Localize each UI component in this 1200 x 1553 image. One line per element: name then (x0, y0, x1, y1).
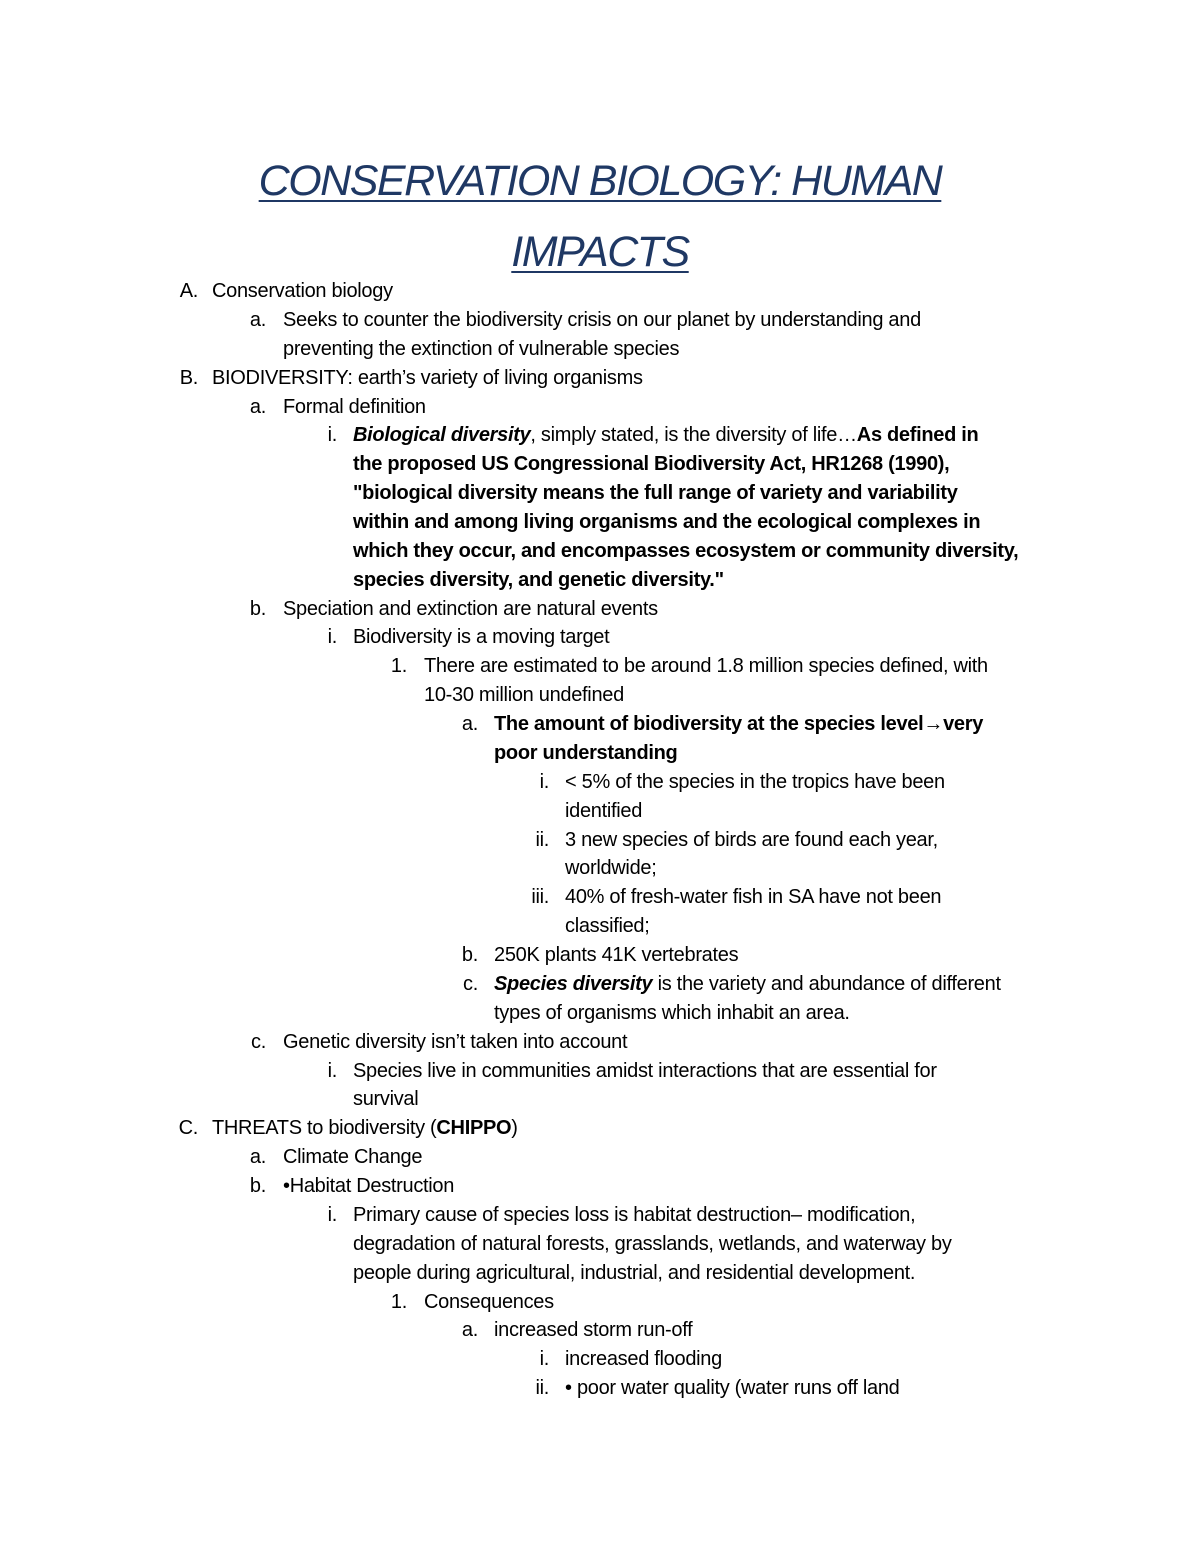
text-run: ) (511, 1117, 518, 1140)
list-marker: c. (463, 972, 478, 995)
line-text (494, 941, 738, 970)
line-text (353, 1230, 952, 1259)
text-run: BIODIVERSITY: earth’s variety of living organisms (212, 366, 643, 389)
line-text (212, 1114, 518, 1143)
line-text (494, 970, 1001, 999)
outline-line (0, 883, 1200, 912)
line-text (283, 393, 426, 422)
outline-line (0, 450, 1200, 479)
line-text (353, 421, 978, 450)
line-text (283, 335, 679, 364)
outline-line (0, 1172, 1200, 1201)
text-run: 250K plants 41K vertebrates (494, 944, 739, 966)
line-text (353, 450, 949, 479)
text-run: people during agricultural, industrial, and residential development. (353, 1261, 916, 1284)
text-run: < 5% of the species in the tropics have been (565, 770, 945, 793)
page-title-line-2: IMPACTS (511, 228, 689, 276)
text-run: • poor water quality (water runs off land (565, 1377, 900, 1400)
emphasis-text: As defined in (856, 424, 979, 447)
emphasis-text: Biological diversity (353, 424, 531, 447)
line-text (565, 912, 650, 941)
outline-line (0, 537, 1200, 566)
emphasis-text: → (923, 713, 944, 735)
list-marker: a. (249, 1146, 266, 1169)
text-run: survival (353, 1088, 419, 1111)
list-marker: i. (327, 626, 337, 649)
text-run: 10-30 million undefined (424, 684, 624, 707)
list-marker: i. (539, 770, 549, 793)
list-marker: i. (327, 1203, 337, 1226)
line-text (283, 1028, 627, 1057)
emphasis-text: very (943, 713, 984, 735)
emphasis-text: "biological diversity means the full range of variety and variability (353, 482, 958, 505)
outline-line (0, 595, 1200, 624)
line-text (565, 797, 642, 826)
outline-line (0, 1143, 1200, 1172)
emphasis-text: which they occur, and encompasses ecosystem or community diversity, (353, 539, 1019, 562)
line-text (353, 1201, 915, 1230)
outline-line (0, 826, 1200, 855)
list-marker: a. (461, 713, 478, 735)
line-text (494, 739, 677, 768)
line-text (353, 1057, 937, 1086)
line-text (353, 508, 980, 537)
emphasis-text: species diversity, and genetic diversity." (353, 568, 724, 591)
line-text (494, 710, 983, 739)
list-marker: iii. (531, 886, 549, 909)
outline-line (0, 912, 1200, 941)
text-run: types of organisms which inhabit an area. (494, 1001, 850, 1024)
text-run: 40% of fresh-water fish in SA have not been (565, 886, 942, 909)
line-text (424, 1288, 554, 1317)
outline-line (0, 1259, 1200, 1288)
list-marker: 1. (390, 655, 407, 678)
list-marker: C. (178, 1117, 198, 1140)
text-run: increased flooding (565, 1348, 722, 1371)
list-marker: ii. (535, 1377, 549, 1400)
text-run: increased storm run-off (494, 1319, 693, 1342)
outline-line (0, 1230, 1200, 1259)
list-marker: a. (461, 1319, 478, 1342)
list-marker: a. (249, 308, 266, 331)
text-run: Formal definition (283, 395, 426, 418)
emphasis-text: within and among living organisms and the ecological complexes in (353, 511, 981, 533)
line-text (424, 652, 988, 681)
line-text (353, 623, 609, 652)
text-run: Seeks to counter the biodiversity crisis on our planet by understanding and (283, 308, 921, 331)
line-text (283, 595, 658, 624)
outline-line (0, 421, 1200, 450)
emphasis-text: CHIPPO (436, 1117, 512, 1140)
outline-line (0, 364, 1200, 393)
list-marker: b. (249, 1175, 266, 1197)
list-marker: b. (249, 597, 266, 620)
text-run: •Habitat Destruction (283, 1175, 455, 1197)
outline-line (0, 739, 1200, 768)
list-marker: i. (327, 1059, 337, 1082)
outline-line (0, 1288, 1200, 1317)
outline-line (0, 797, 1200, 826)
line-text (424, 681, 624, 710)
emphasis-text: poor understanding (494, 741, 678, 764)
list-marker: i. (327, 424, 337, 447)
list-marker: A. (179, 280, 198, 302)
line-text (212, 277, 393, 306)
list-marker: i. (539, 1348, 549, 1371)
outline-line (0, 854, 1200, 883)
emphasis-text: Species diversity (494, 972, 653, 995)
list-marker: c. (251, 1030, 266, 1053)
outline-line (0, 1316, 1200, 1345)
outline-line (0, 941, 1200, 970)
list-marker: b. (461, 944, 478, 966)
outline-line (0, 1114, 1200, 1143)
line-text (494, 999, 850, 1028)
list-marker: B. (179, 366, 198, 389)
line-text (283, 306, 921, 335)
outline-line (0, 970, 1200, 999)
text-run: Speciation and extinction are natural events (283, 597, 658, 620)
outline-line (0, 393, 1200, 422)
outline-line (0, 277, 1200, 306)
outline-line (0, 999, 1200, 1028)
text-run: preventing the extinction of vulnerable species (283, 337, 680, 360)
outline-line (0, 1057, 1200, 1086)
text-run: , simply stated, is the diversity of life… (530, 424, 857, 447)
line-text (353, 566, 724, 595)
line-text (565, 883, 941, 912)
outline-line (0, 623, 1200, 652)
outline-line (0, 1028, 1200, 1057)
text-run: Consequences (424, 1290, 554, 1313)
line-text (565, 854, 656, 883)
text-run: 3 new species of birds are found each year, (565, 828, 938, 851)
text-run: Conservation biology (212, 280, 393, 302)
text-run: Biodiversity is a moving target (353, 626, 610, 649)
text-run: Genetic diversity isn’t taken into account (283, 1030, 628, 1053)
text-run: is the variety and abundance of different (652, 972, 1001, 995)
line-text (212, 364, 643, 393)
outline-line (0, 508, 1200, 537)
text-run: identified (565, 799, 643, 822)
outline-line (0, 335, 1200, 364)
line-text (353, 1085, 418, 1114)
text-run: classified; (565, 915, 650, 938)
line-text (565, 826, 938, 855)
outline-line (0, 1345, 1200, 1374)
line-text (353, 537, 1018, 566)
text-run: Primary cause of species loss is habitat destruction– modification, (353, 1203, 916, 1226)
page-title-line-1: CONSERVATION BIOLOGY: HUMAN (258, 157, 942, 205)
outline-line (0, 710, 1200, 739)
text-run: THREATS to biodiversity ( (212, 1117, 437, 1140)
line-text (565, 768, 945, 797)
outline-line (0, 1085, 1200, 1114)
line-text (353, 479, 958, 508)
list-marker: a. (249, 395, 266, 418)
outline-line (0, 566, 1200, 595)
outline-line (0, 1201, 1200, 1230)
line-text (494, 1316, 692, 1345)
text-run: worldwide; (565, 857, 657, 880)
outline-line (0, 479, 1200, 508)
text-run: Species live in communities amidst interactions that are essential for (353, 1059, 937, 1082)
list-marker: 1. (390, 1290, 407, 1313)
line-text (565, 1345, 722, 1374)
text-run: degradation of natural forests, grasslands, wetlands, and waterway by (353, 1232, 952, 1255)
line-text (565, 1374, 900, 1403)
outline-line (0, 768, 1200, 797)
outline-line (0, 652, 1200, 681)
outline-line (0, 1374, 1200, 1403)
text-run: Climate Change (283, 1146, 423, 1169)
text-run: There are estimated to be around 1.8 million species defined, with (424, 655, 988, 678)
emphasis-text: The amount of biodiversity at the species level (494, 713, 924, 735)
emphasis-text: the proposed US Congressional Biodiversity Act, HR1268 (1990), (353, 453, 950, 476)
list-marker: ii. (535, 828, 549, 851)
line-text (353, 1259, 915, 1288)
line-text (283, 1143, 422, 1172)
line-text (283, 1172, 454, 1201)
outline-line (0, 306, 1200, 335)
outline-line (0, 681, 1200, 710)
